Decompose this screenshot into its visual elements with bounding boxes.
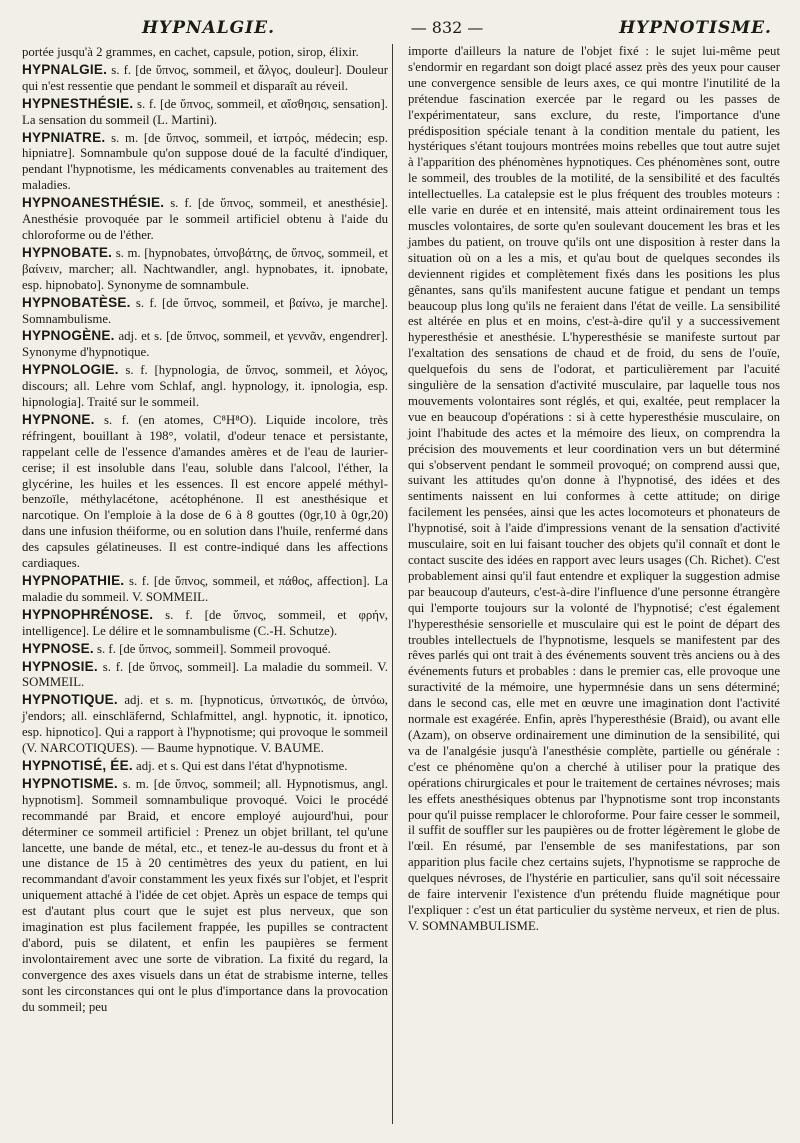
headword: HYPNALGIE. [22, 61, 108, 77]
header-right-word: HYPNOTISME. [619, 18, 772, 38]
entry-hypnotique [22, 692, 388, 757]
definition: adj. et s. Qui est dans l'état d'hypnotisme. [132, 758, 348, 773]
entry-hypnobate [22, 245, 388, 294]
definition: s. f. [de ὕπνος, sommeil, et πάθος, affection]. La maladie du sommeil. V. SOMMEIL. [22, 574, 388, 604]
headword: HYPNOGÈNE. [22, 328, 115, 344]
entry-hypnesthesie [22, 96, 388, 129]
headword: HYPNIATRE. [22, 129, 106, 145]
running-header [22, 18, 786, 44]
entry-hypnotise [22, 758, 388, 775]
entry-hypnopathie [22, 573, 388, 606]
entry-hypniatre [22, 130, 388, 195]
headword: HYPNOPATHIE. [22, 573, 125, 588]
headword: HYPNOSIE. [22, 658, 98, 674]
headword: HYPNOBATÈSE. [22, 294, 131, 310]
entry-hypnone [22, 412, 388, 572]
entry-hypnoanesthesie [22, 195, 388, 244]
definition: adj. et s. [de ὕπνος, sommeil, et γεννᾶν, engendrer]. Synonyme d'hypnotique. [22, 329, 388, 360]
entry: portée jusqu'à 2 grammes, en cachet, capsule, potion, sirop, élixir. [22, 45, 359, 59]
headword: HYPNOANESTHÉSIE. [22, 195, 165, 211]
definition: s. m. [de ὕπνος, sommeil; all. Hypnotismus, angl. hypnotism]. Sommeil somnambulique provoqué. Voici le procédé recommandé par Braid, et encore employé aujourd'hui, pour déterminer ce sommeil artificiel : Prenez un objet brillant, tel qu'une lancette, une bande de métal, etc., et tenez-le au-dessus du front et à une distance de 15 à 20 centimètres des yeux du patient, en lui recommandant d'avoir constamment les yeux fixés sur l'objet, et l'esprit uniquement attaché à l'idée de cet objet. Après un espace de temps qui est d'autant plus court que le sujet est plus nerveux, que son imagination est plus facilement frappée, les pupilles se contractent d'abord, puis se dilatent, et enfin les paupières se ferment involontairement avec une sorte de vibration. La fixité du regard, la convergence des axes visuels dans un état de strabisme interne, telles sont les circonstances qui ont le plus d'importance dans la provocation du sommeil; peu [22, 776, 388, 1014]
headword: HYPNOTISME. [22, 775, 118, 791]
headword: HYPNOLOGIE. [22, 362, 119, 378]
header-left-word: HYPNALGIE. [142, 18, 276, 38]
headword: HYPNOTIQUE. [22, 692, 118, 708]
definition: s. f. [de ὕπνος, sommeil, et βαίνω, je marche]. Somnambulisme. [22, 295, 388, 326]
entry-hypnalgie [22, 62, 388, 95]
definition: s. f. [de ὕπνος, sommeil, et αἴσθησις, sensation]. La sensation du sommeil (L. Martini). [22, 96, 388, 127]
left-column [22, 44, 398, 1134]
definition: s. f. [de ὕπνος, sommeil, et φρήν, intelligence]. Le délire et le somnambulisme (C.-H. Schutze). [22, 607, 388, 638]
page-number: — 832 — [410, 18, 484, 37]
definition: s. f. [de ὕπνος, sommeil, et anesthésie]. Anesthésie provoquée par le sommeil artificiel obtenu à l'aide du chloroforme ou de l'éther. [22, 196, 388, 242]
headword: HYPNOPHRÉNOSE. [22, 606, 154, 622]
column-divider [392, 44, 393, 1124]
headword: HYPNOTISÉ, ÉE. [22, 757, 133, 773]
definition: s. m. [hypnobates, ὑπνοβάτης, de ὕπνος, sommeil, et βαίνειν, marcher; all. Nachtwandler, angl. hypnobates, it. ipnobate, esp. hipnobato]. Synonyme de somnambule. [22, 245, 388, 292]
definition: s. m. [de ὕπνος, sommeil, et ἰατρός, médecin; esp. hipniatre]. Somnambule qu'on suppose doué de la faculté d'indiquer, pendant l'hypnotisme, les médicaments convenables au traitement des maladies. [22, 130, 388, 193]
definition: s. f. [de ὕπνος, sommeil, et ἄλγος, douleur]. Douleur qui n'est ressentie que pendant le sommeil et disparaît au réveil. [22, 62, 388, 93]
definition: adj. et s. m. [hypnoticus, ὑπνωτικός, de ὑπνόω, j'endors; all. einschläfernd, Schlafmittel, angl. hypnotic, it. ipnotico, esp. hipnotico]. Qui a rapport à l'hypnotisme; qui provoque le sommeil (V. NARCOTIQUES). — Baume hypnotique. V. BAUME. [22, 693, 388, 756]
headword: HYPNOSE. [22, 640, 94, 656]
entry-hypnophrenose [22, 607, 388, 640]
headword: HYPNONE. [22, 411, 95, 427]
hypnotisme-continuation: importe d'ailleurs la nature de l'objet fixé : le sujet lui-même peut s'endormir en regardant son doigt placé assez près des yeux pour causer une convergence sensible de leurs axes, ce qui montre l'inutilité de la prétendue fascination exercée par le regard ou les passes de l'expérimentateur, sans exclure, du reste, l'importance d'une prédisposition spéciale tenant à la condition mentale du patient, les hystériques s'étant toujours montrées moins rebelles que tout autre sujet à l'apparition des phénomènes hypnotiques. Ces phénomènes sont, outre le sommeil, des troubles de la motilité, de la sensibilité et des facultés intellectuelles. La catalepsie est le plus fréquent des troubles moteurs : elle varie en durée et en intensité, mais atteint ordinairement tous les muscles volontaires, de sorte qu'en soulevant doucement les bras et les jambes du patient, on trouve qu'ils ont une disposition à rester dans la situation où on a les a mis, et qu'au bout de quelques secondes ils deviennent rigides et complètement fixés dans les positions les plus gênantes, sans qu'ils manifestent aucune fatigue et pendant un temps beaucoup plus long qu'ils ne feraient dans l'état de veille. La sensibilité est altérée en plus et en moins, c'est-à-dire qu'il y a successivement hyperesthésie et anesthésie. L'hyperesthésie se manifeste surtout par l'exaltation des sensations de chaud et de froid, du sens de l'ouïe, quelquefois du sens de l'odorat, et particulièrement par l'acuité singulière de la sensation d'activité musculaire, par laquelle tous nos mouvements volontaires sont réglés, et qui, exaltée, peut remplacer la vue en beaucoup d'opérations : si à cette hyperesthésie musculaire, on joint l'habitude des actes et la mémoire des lieux, on comprendra la précision des mouvements et leur coordination vers un but déterminé qui s'observent pendant le sommeil provoqué; on comprend aussi que, suivant les attitudes qu'on donne à l'hypnotisé, des idées et des sentiments naissent en lui conformes à cette attitude; on dirige facilement les pensées, ainsi que les actes locomoteurs et phonateurs de l'hypnotisé, soit à l'aide d'impressions venant de la sensation d'activité musculaire, soit en lui faisant toucher des objets qu'il connaît et dont le contact suscite des idées en rapport avec leurs usages (Ch. Richet). C'est probablement ainsi qu'il faut entendre et expliquer la suggestion admise par beaucoup d'auteurs, c'est-à-dire l'influence d'une personne étrangère qui l'emporte toujours sur la volonté de l'hypnotisé; c'est également l'hyperesthésie sensorielle et musculaire qui est le point de départ des troubles intellectuels de l'hypnotisme, lesquels se manifestent par des rêves parlés qui ont trait à des événements souvent très anciens ou à des événements futurs et probables : dans le premier cas, elle provoque une suractivité de la mémoire, une hypermnésie dans un sens déterminé; dans le second cas, elle met en œuvre une imagination dont l'activité normale est exagérée. Enfin, après l'hyperesthésie (Braid), ou avant elle (Azam), on observe ordinairement une diminution de la sensibilité, qui va de l'analgésie jusqu'à l'anesthésie complète, partielle ou générale : c'est ce phénomène qu'on a cherché à utiliser pour la pratique des opérations chirurgicales et pour le traitement de certaines névroses; mais les effets anesthésiques obtenus par l'hypnotisme sont trop inconstants pour qu'il puisse remplacer le chloroforme. Pour faire cesser le sommeil, il suffit de souffler sur les paupières ou de frotter légèrement le globe de l'œil. En résumé, par l'ensemble de ses manifestations, par son apparition plus facile chez certains sujets, l'hypnotisme se rapproche de quelques névroses, de l'hystérie en particulier, sans qu'il soit nécessaire de faire intervenir l'existence d'un prétendu fluide magnétique pour l'expliquer : c'est un état particulier du système nerveux, et rien de plus. V. SOMNAMBULISME. [408, 44, 780, 933]
definition: s. f. (en atomes, C⁸H⁸O). Liquide incolore, très réfringent, bouillant à 198°, volatil, d'odeur tenace et persistante, rappelant celle de l'essence d'amandes amères et de l'eau de laurier-cerise; il est insoluble dans l'eau, soluble dans l'alcool, l'éther, la glycérine, les huiles et les essences. Il est encore appelé méthyl-benzoïle, méthylacétone, acétophénone. Il est anesthésique et narcotique. On l'emploie à la dose de 6 à 8 gouttes (0gr,10 à 0gr,20) dans une infusion théiforme, ou en solution dans l'huile, renfermé dans des capsules gélatineuses. Il est contre-indiqué dans les affections cardiaques. [22, 412, 388, 571]
headword: HYPNOBATE. [22, 244, 113, 260]
entry-hypnose [22, 641, 388, 658]
entry-hypnobatese [22, 295, 388, 328]
definition: s. f. [hypnologia, de ὕπνος, sommeil, et λόγος, discours; all. Lehre vom Schlaf, angl. hypnology, it. ipnologia, esp. hipnologia]. Traité sur le sommeil. [22, 363, 388, 410]
entry-hypnotisme [22, 776, 388, 1016]
right-column [398, 44, 780, 1134]
headword: HYPNESTHÉSIE. [22, 95, 134, 111]
entry-hypnogene [22, 328, 388, 361]
entry-hypnologie [22, 362, 388, 411]
definition: s. f. [de ὕπνος, sommeil]. La maladie du sommeil. V. SOMMEIL. [22, 659, 388, 690]
definition: s. f. [de ὕπνος, sommeil]. Sommeil provoqué. [93, 641, 331, 656]
entry-hypnosie [22, 659, 388, 692]
two-column-body [22, 44, 786, 1134]
